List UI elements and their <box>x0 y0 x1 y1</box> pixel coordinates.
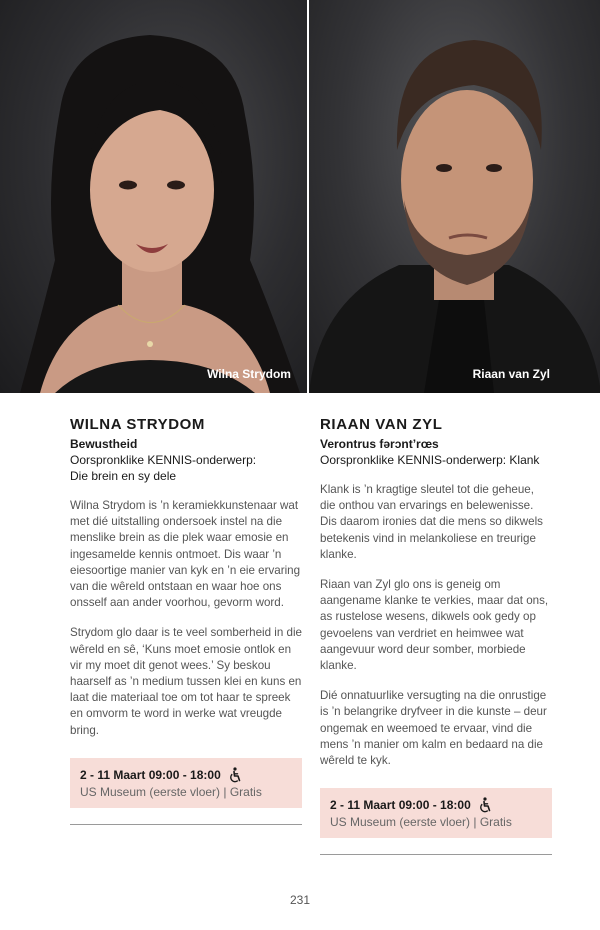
wheelchair-icon <box>477 797 493 813</box>
body-paragraph: Strydom glo daar is te veel somberheid in die wêreld en sê, ‘Kuns moet emosie ontlok en vir my moet dit genot wees.’ Sy beskou haarself as ’n medium tussen klei en kuns en laat die materiaal toe om tot haar te spreek en omvorm te word in werke wat vreugde bring. <box>70 626 302 737</box>
topic-line: Oorspronklike KENNIS-onderwerp: <box>70 453 257 467</box>
event-venue: US Museum (eerste vloer) | Gratis <box>330 815 512 830</box>
body-paragraph: Dié onnatuurlike versugting na die onrustige is ’n belangrike dryfveer in die kunste – deur ongemak en weemoed te ervaar, vind die mens ’n manier om kalm en bedaard na die wêreld te kyk. <box>320 689 547 768</box>
event-info-box <box>320 788 552 838</box>
event-venue: US Museum (eerste vloer) | Gratis <box>80 784 262 799</box>
portrait-wilna-strydom <box>0 0 307 393</box>
portrait-man-illustration <box>309 0 600 393</box>
artwork-title: Bewustheid <box>70 437 138 451</box>
artwork-title: Verontrus fərɔnt’rœs <box>320 437 439 451</box>
page-number: 231 <box>289 893 311 907</box>
body-paragraph: Wilna Strydom is ’n keramiekkunstenaar wat met dié uitstalling ondersoek instel na die menslike brein as die plek waar emosie en ingesamelde kennis ontmoet. Dis waar ’n eiesoortige manier van kyk en ’n eie ervaring van die wêreld ontstaan en waar hoe ons onsself aan ander voorhou, gevorm word. <box>70 499 301 610</box>
portrait-riaan-van-zyl <box>309 0 600 393</box>
date-time-text: 2 - 11 Maart 09:00 - 18:00 <box>330 798 471 813</box>
portrait-row <box>0 0 600 393</box>
topic-line: Oorspronklike KENNIS-onderwerp: Klank <box>320 453 540 467</box>
artist-name: RIAAN VAN ZYL <box>320 416 443 433</box>
divider <box>70 824 302 825</box>
portrait-woman-illustration <box>0 0 307 393</box>
event-date-time <box>80 767 292 783</box>
body-paragraph: Riaan van Zyl glo ons is geneig om aangename klanke te verkies, maar dat ons, as rustelose wesens, dikwels ook gedy op gevoelens van verdriet en heimwee wat aangevuur word deur somber, morbiede klanke. <box>320 578 549 673</box>
wheelchair-icon <box>227 767 243 783</box>
divider <box>320 854 552 855</box>
date-time-text: 2 - 11 Maart 09:00 - 18:00 <box>80 767 221 782</box>
artist-name: WILNA STRYDOM <box>70 416 206 433</box>
photo-caption: Riaan van Zyl <box>472 367 550 381</box>
event-date-time <box>330 797 542 813</box>
event-info-box <box>70 758 302 808</box>
artist-column-right <box>320 416 552 855</box>
body-paragraph: Klank is ’n kragtige sleutel tot die geheue, die onthou van ervarings en belewenisse. Dis daarom ironies dat die mens so dikwels betekenis vind in melankoliese en treurige klanke. <box>320 483 543 561</box>
photo-caption: Wilna Strydom <box>207 367 291 381</box>
topic-line: Die brein en sy dele <box>70 469 177 483</box>
artist-column-left <box>70 416 302 825</box>
